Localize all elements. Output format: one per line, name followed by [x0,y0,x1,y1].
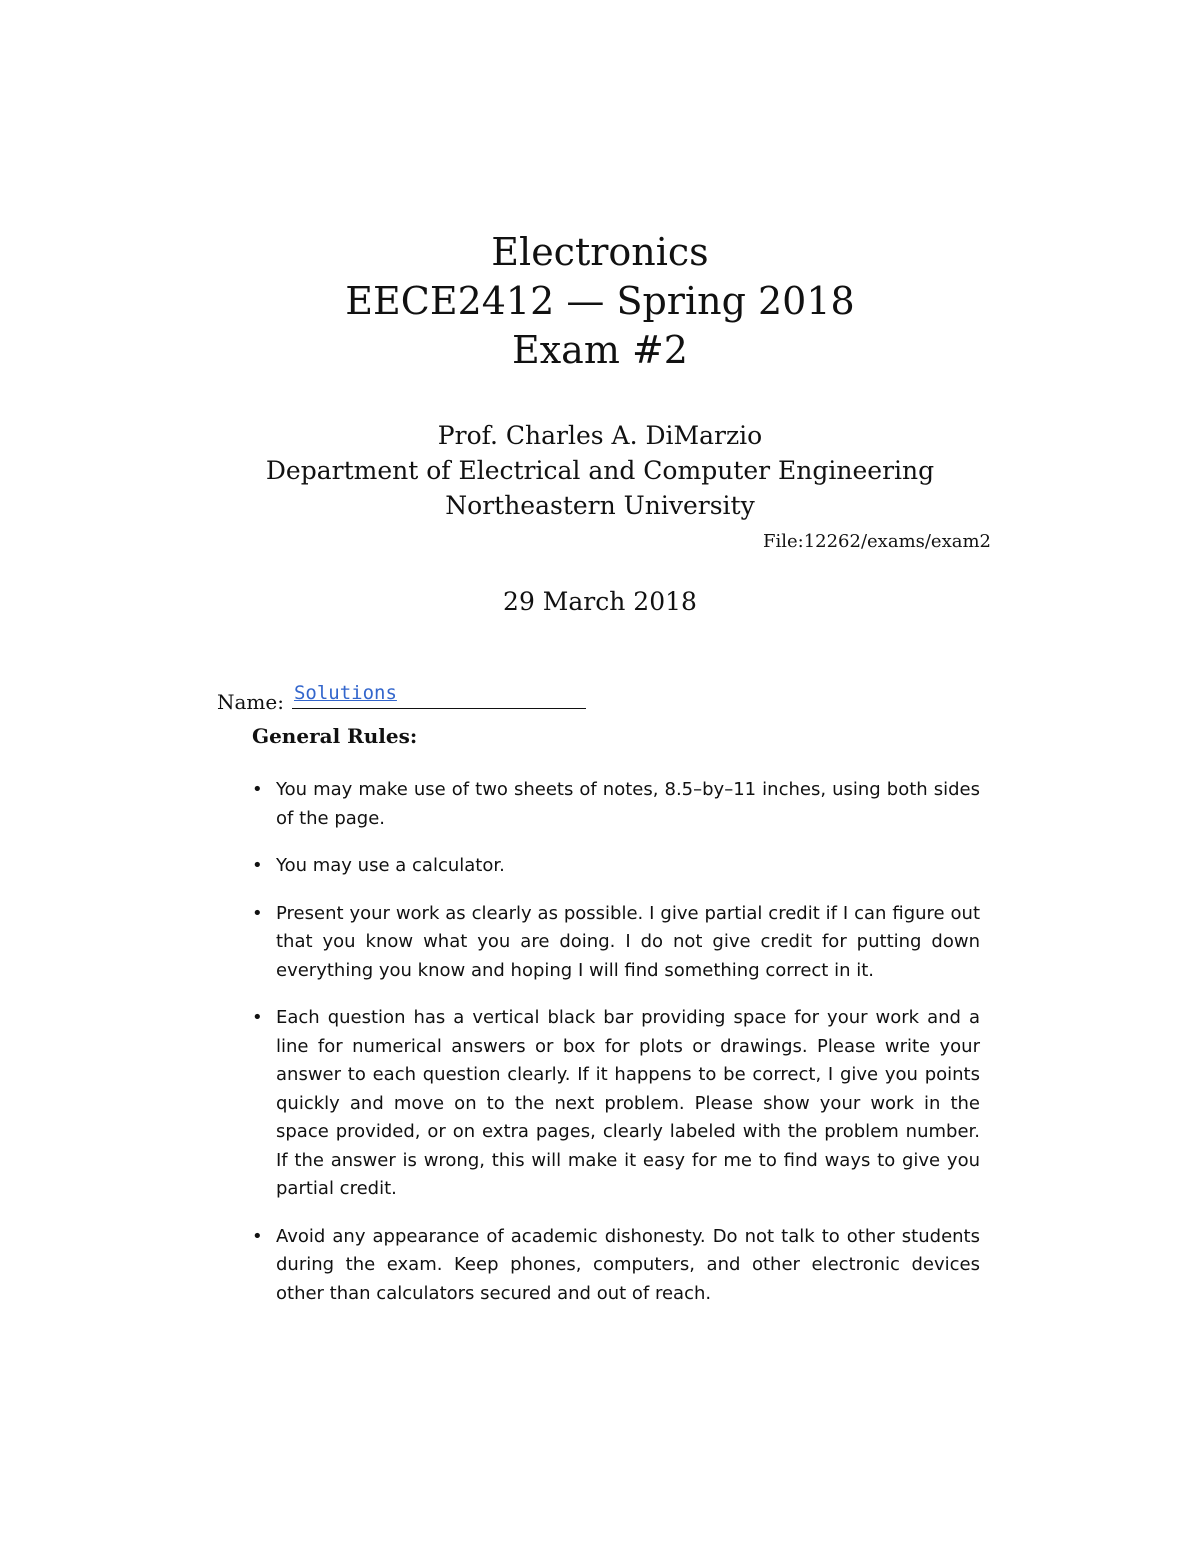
rules-heading: General Rules: [252,724,418,748]
rule-text: You may use a calculator. [276,855,505,876]
rule-text: You may make use of two sheets of notes, 8.5–by–11 inches, using both sides of the page. [276,779,980,829]
list-item [252,776,980,833]
bullet-icon: • [252,855,263,876]
bullet-icon: • [252,779,263,800]
course-line: EECE2412 — Spring 2018 [345,279,855,323]
bullet-icon: • [252,1007,263,1028]
exam-title: Exam #2 [512,328,688,372]
exam-date: 29 March 2018 [503,587,697,616]
department: Department of Electrical and Computer Engineering [265,456,935,485]
bullet-icon: • [252,1225,263,1247]
bullet-icon: • [252,902,263,924]
list-item [252,852,980,881]
file-reference: File:12262/exams/exam2 [762,531,991,552]
university: Northeastern University [445,491,755,520]
rule-text: Avoid any appearance of academic dishonesty. Do not talk to other students during the exam. Keep phones, computers, and other electronic devices other than calculators secured and out of reach. [276,1225,980,1304]
author-name: Prof. Charles A. DiMarzio [437,421,763,450]
title-block [0,228,1200,375]
name-field[interactable] [292,684,586,709]
course-name: Electronics [491,230,709,274]
author-block [0,418,1200,523]
list-item [252,1004,980,1204]
list-item [252,1223,980,1309]
name-row [217,684,586,716]
name-label: Name: [217,690,284,714]
rule-text: Present your work as clearly as possible. I give partial credit if I can figure out that you know what you are doing. I do not give credit for putting down everything you know and hoping I will find something correct in it. [276,902,980,981]
rule-text: Each question has a vertical black bar providing space for your work and a line for numerical answers or box for plots or drawings. Please write your answer to each question clearly. If it happens to be correct, I give you points quickly and move on to the next problem. Please show your work in the space provided, or on extra pages, clearly labeled with the problem number. If the answer is wrong, this will make it easy for me to find ways to give you partial credit. [276,1007,980,1199]
rules-list [252,776,980,1327]
name-value[interactable]: Solutions [293,682,397,704]
list-item [252,900,980,986]
